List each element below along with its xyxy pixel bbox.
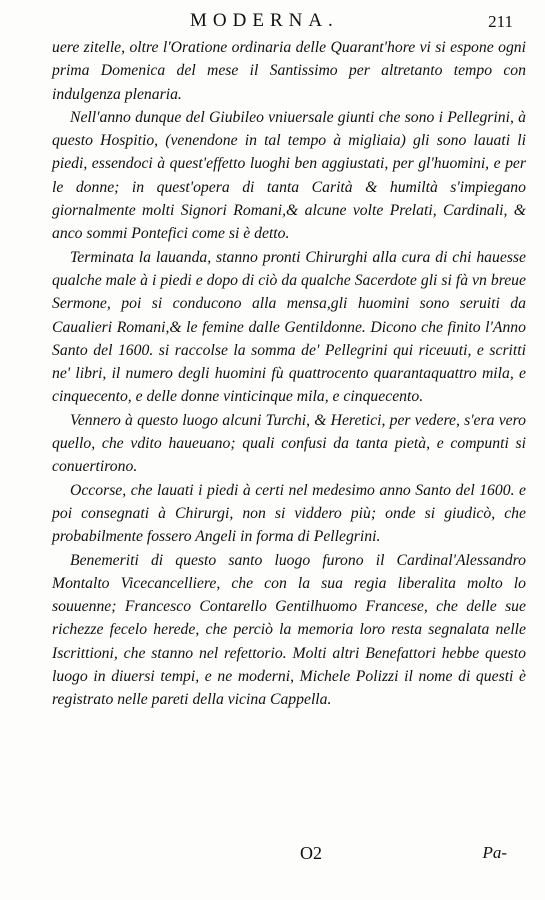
page-number: 211 (488, 12, 513, 31)
paragraph-3: Terminata la lauanda, stanno pronti Chirurghi alla cura di chi hauesse qualche male à i piedi e dopo di ciò da qualche Sacerdote gli si fà vn breue Sermone, poi si conducono alla mensa,gli huomini sono seruiti da Caualieri Romani,& le femine dalle Gentildonne. Dicono che finito l'Anno Santo del 1600. si raccolse la somma de' Pellegrini qui riceuuti, e scritti ne' libri, il numero degli huomini fù quattrocento quarantaquattro mila, e cinquecento, e delle donne vinticinque mila, e cinquecento. (52, 248, 526, 406)
paragraph-6: Benemeriti di questo santo luogo furono il Cardinal'Alessandro Montalto Vicecancelliere, che con la sua regia liberalita molto lo souuenne; Francesco Contarello Gentilhuomo Francese, che delle sue richezze fecelo herede, che perciò la memoria loro resta segnalata nelle Iscrittioni, che stanno nel refettorio. Molti altri Benefattori hebbe questo luogo in diuersi tempi, e ne moderni, Michele Polizzi il nome di questi è registrato nelle pareti della vicina Cappella. (52, 551, 526, 709)
paragraph-4: Vennero à questo luogo alcuni Turchi, & Heretici, per vedere, s'era vero quello, che vdito haueuano; quali confusi da tanta pietà, e compunti si conuertirono. (52, 411, 526, 476)
running-title: MODERNA. (190, 10, 339, 31)
body-text (52, 36, 526, 712)
paragraph-5: Occorse, che lauati i piedi à certi nel medesimo anno Santo del 1600. e poi consegnati à Chirurgi, non si viddero più; onde si giudicò, che probabilmente fossero Angeli in forma di Pellegrini. (52, 481, 526, 546)
catchword: Pa- (482, 843, 507, 862)
paragraph-1: uere zitelle, oltre l'Oratione ordinaria delle Quarant'hore vi si espone ogni prima Domenica del mese il Santissimo per altretanto tempo con indulgenza plenaria. (52, 39, 526, 103)
signature-mark: O2 (300, 843, 322, 863)
paragraph-2: Nell'anno dunque del Giubileo vniuersale giunti che sono i Pellegrini, à questo Hospitio, (venendone in tal tempo à migliaia) gli sono lauati li piedi, essendoci à quest'effetto luoghi ben aggiustati, per gl'huomini, e per le donne; in quest'opera di tanta Carità & humiltà s'impiegano giornalmente molti Signori Romani,& alcune volte Prelati, Cardinali, & anco sommi Pontefici come si è detto. (52, 108, 526, 243)
